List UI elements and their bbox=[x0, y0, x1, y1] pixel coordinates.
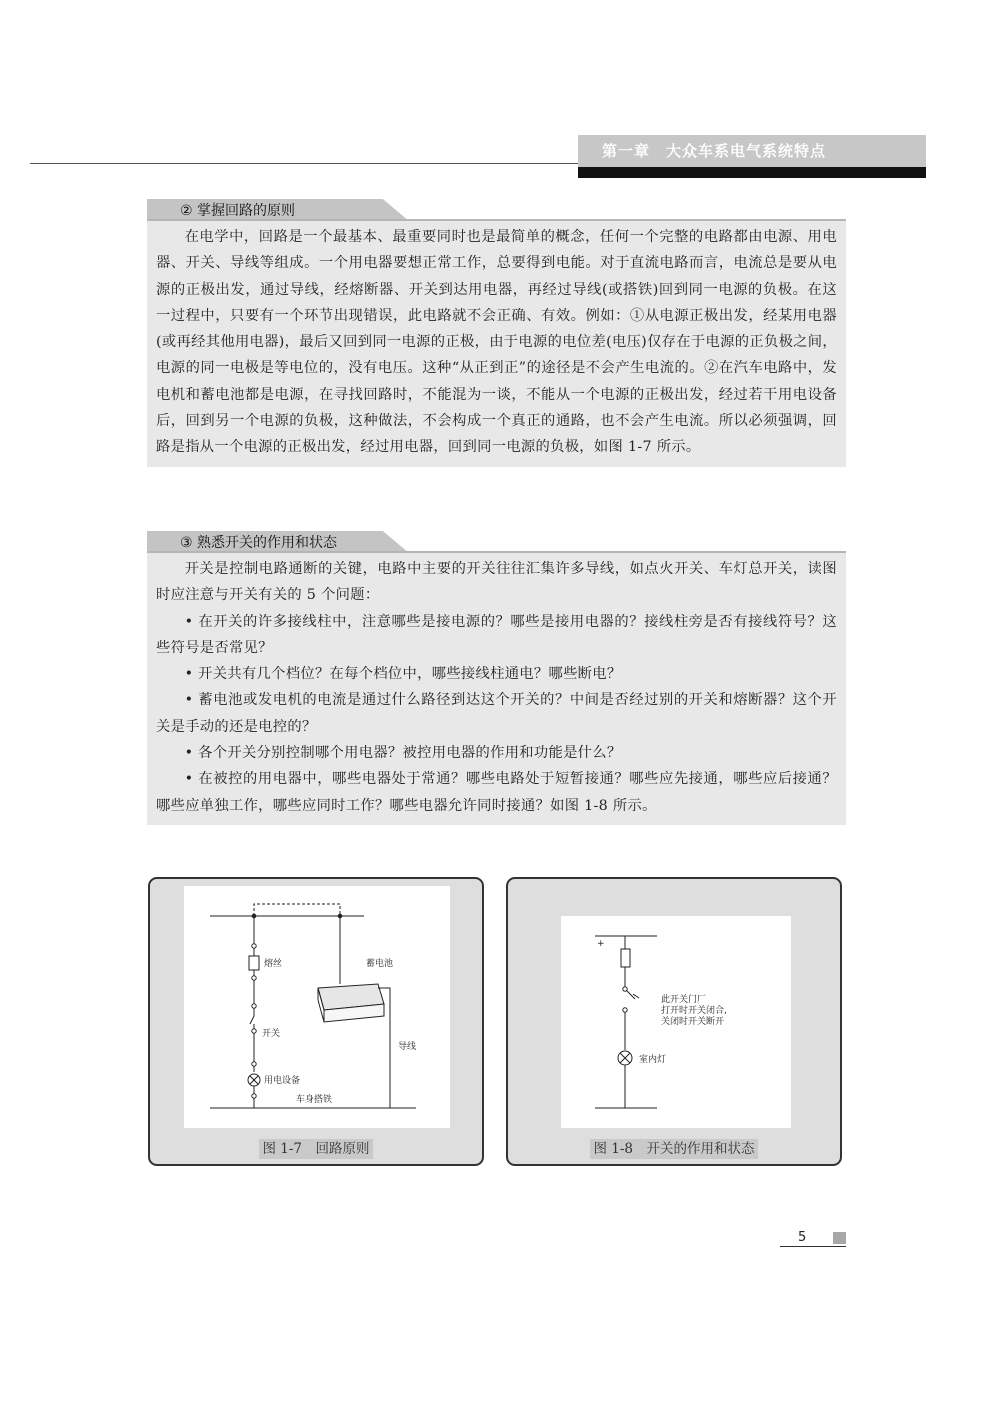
bullet-item: • 开关共有几个档位？在每个档位中，哪些接线柱通电？哪些断电？ bbox=[184, 666, 622, 683]
header-bar bbox=[578, 167, 926, 178]
switch-note-line-3: 关闭时开关断开 bbox=[661, 1017, 725, 1027]
section-title: ③ 熟悉开关的作用和状态 bbox=[180, 535, 338, 551]
bullet-item: • 在开关的许多接线柱中，注意哪些是接电源的？哪些是接用电器的？接线柱旁是否有接线符号？这些符号是否常见？ bbox=[156, 613, 837, 656]
footer-marker bbox=[833, 1232, 846, 1244]
section-tab bbox=[147, 199, 846, 221]
lamp-label: 室内灯 bbox=[639, 1055, 667, 1065]
section-title: ② 掌握回路的原则 bbox=[180, 203, 296, 219]
positive-label: + bbox=[597, 939, 605, 949]
battery-label: 蓄电池 bbox=[366, 959, 394, 969]
bullet-item: • 蓄电池或发电机的电流是通过什么路径到达这个开关的？中间是否经过别的开关和熔断器？这个开关是手动的还是电控的？ bbox=[156, 692, 837, 735]
ground-label: 车身搭铁 bbox=[296, 1095, 333, 1105]
switch-note-line-2: 打开时开关闭合, bbox=[661, 1006, 727, 1016]
bullet-item: • 在被控的用电器中，哪些电器处于常通？哪些电路处于短暂接通？哪些应先接通，哪些应后接通？哪些应单独工作，哪些应同时工作？哪些电器允许同时接通？如图 1-8 所示。 bbox=[156, 771, 837, 814]
switch-note-line-1: 此开关门厂 bbox=[661, 995, 707, 1005]
circuit-diagram bbox=[561, 916, 791, 1128]
fuse-label: 熔丝 bbox=[264, 959, 283, 969]
figure-1-7 bbox=[148, 877, 484, 1166]
bullet-item: • 各个开关分别控制哪个用电器？被控用电器的作用和功能是什么？ bbox=[184, 745, 622, 762]
chapter-title: 第一章 大众车系电气系统特点 bbox=[578, 135, 926, 167]
section-tab bbox=[147, 531, 846, 553]
caption-text: 图 1-7 回路原则 bbox=[259, 1139, 372, 1159]
section-switch-function bbox=[147, 531, 846, 825]
section-loop-principle bbox=[147, 199, 846, 467]
switch-circuit-svg bbox=[561, 916, 791, 1128]
load-label: 用电设备 bbox=[264, 1076, 301, 1086]
header-rule bbox=[30, 163, 578, 164]
section-body bbox=[147, 221, 846, 467]
circuit-diagram bbox=[184, 886, 450, 1128]
section-body bbox=[147, 553, 846, 825]
figure-1-8 bbox=[506, 877, 842, 1166]
figure-caption bbox=[150, 1137, 482, 1157]
paragraph: 开关是控制电路通断的关键，电路中主要的开关往往汇集许多导线，如点火开关、车灯总开关，读图时应注意与开关有关的 5 个问题： bbox=[156, 561, 837, 604]
paragraph: 在电学中，回路是一个最基本、最重要同时也是最简单的概念，任何一个完整的电路都由电源、用电器、开关、导线等组成。一个用电器要想正常工作，总要得到电能。对于直流电路而言，电流总是要从电源的正极出发，通过导线，经熔断器、开关到达用电器，再经过导线(或搭铁)回到同一电源的负极。在这一过程中，只要有一个环节出现错误，此电路就不会正确、有效。例如：①从电源正极出发，经某用电器(或再经其他用电器)，最后又回到同一电源的正极，由于电源的电位差(电压)仅存在于电源的正负极之间，电源的同一电极是等电位的，没有电压。这种“从正到正”的途径是不会产生电流的。②在汽车电路中，发电机和蓄电池都是电源，在寻找回路时，不能混为一谈，不能从一个电源的正极出发，经过若干用电设备后，回到另一个电源的负极，这种做法，不会构成一个真正的通路，也不会产生电流。所以必须强调，回路是指从一个电源的正极出发，经过用电器，回到同一电源的负极，如图 1-7 所示。 bbox=[156, 229, 837, 456]
switch-label: 开关 bbox=[262, 1029, 281, 1039]
loop-circuit-svg bbox=[184, 886, 450, 1128]
caption-text: 图 1-8 开关的作用和状态 bbox=[590, 1139, 757, 1159]
wire-label: 导线 bbox=[398, 1042, 417, 1052]
figure-caption bbox=[508, 1137, 840, 1157]
footer-rule bbox=[780, 1246, 846, 1247]
page-number: 5 bbox=[798, 1230, 807, 1245]
